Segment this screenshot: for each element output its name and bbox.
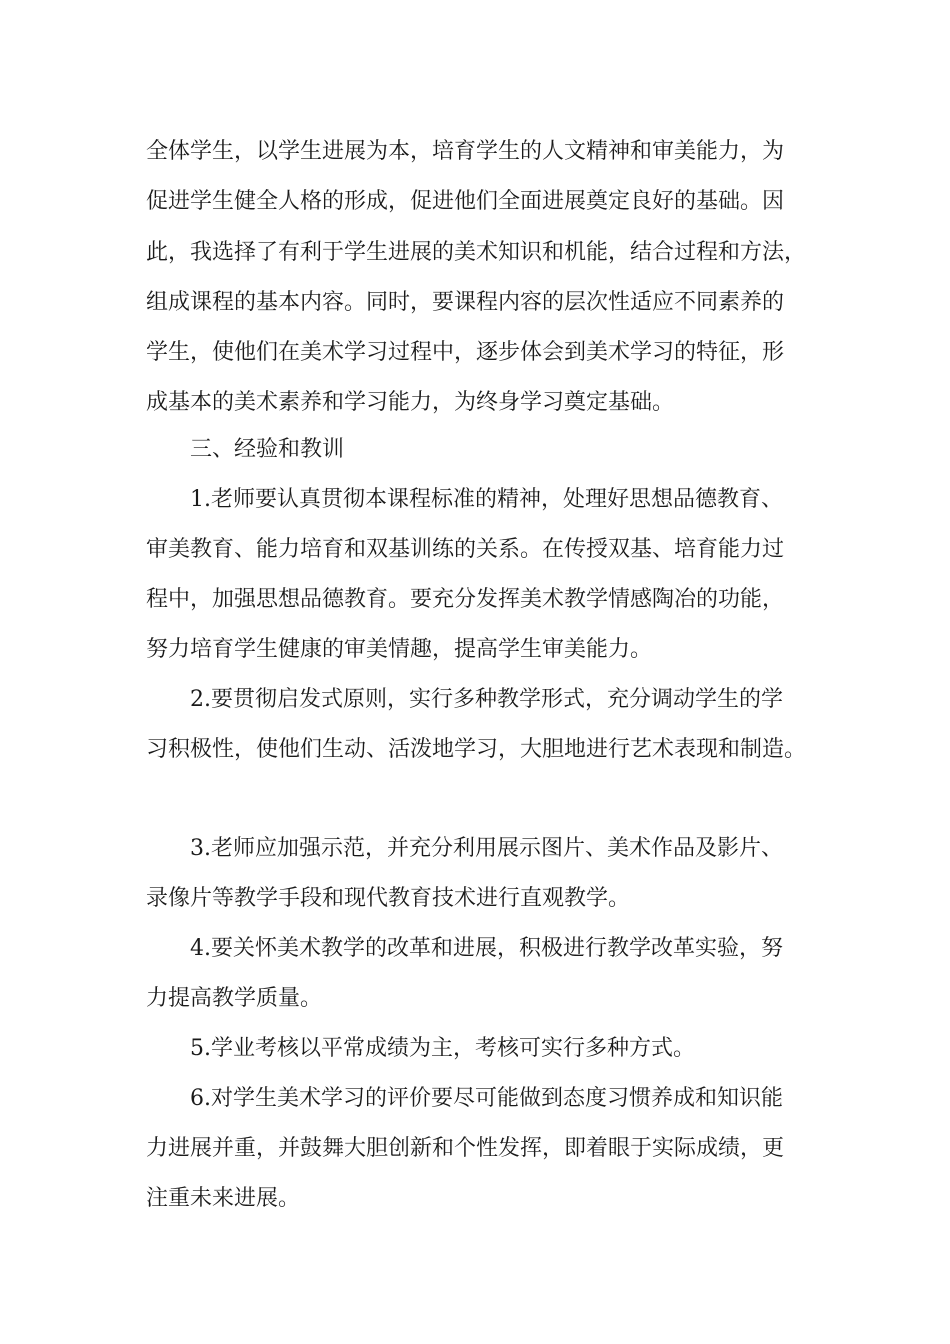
text-line: 组成课程的基本内容。同时，要课程内容的层次性适应不同素养的 <box>146 290 785 315</box>
text-line: 成基本的美术素养和学习能力，为终身学习奠定基础。 <box>146 390 675 415</box>
text-line: 5.学业考核以平常成绩为主，考核可实行多种方式。 <box>190 1036 695 1061</box>
text-line: 力进展并重，并鼓舞大胆创新和个性发挥，即着眼于实际成绩，更 <box>146 1136 785 1161</box>
text-line: 审美教育、能力培育和双基训练的关系。在传授双基、培育能力过 <box>146 537 785 562</box>
text-line: 程中，加强思想品德教育。要充分发挥美术教学情感陶冶的功能， <box>146 587 785 612</box>
text-line: 学生，使他们在美术学习过程中，逐步体会到美术学习的特征，形 <box>146 340 785 365</box>
text-line: 促进学生健全人格的形成，促进他们全面进展奠定良好的基础。因 <box>146 189 785 214</box>
section-heading: 三、经验和教训 <box>190 437 345 462</box>
text-line: 6.对学生美术学习的评价要尽可能做到态度习惯养成和知识能 <box>190 1086 783 1111</box>
text-line: 习积极性，使他们生动、活泼地学习，大胆地进行艺术表现和制造。 <box>146 737 807 762</box>
text-line: 努力培育学生健康的审美情趣，提高学生审美能力。 <box>146 637 653 662</box>
text-line: 2.要贯彻启发式原则，实行多种教学形式，充分调动学生的学 <box>190 687 783 712</box>
text-line: 力提高教学质量。 <box>146 986 323 1011</box>
text-line: 此，我选择了有利于学生进展的美术知识和机能，结合过程和方法， <box>146 240 807 265</box>
text-line: 4.要关怀美术教学的改革和进展，积极进行教学改革实验，努 <box>190 936 783 961</box>
text-line: 全体学生，以学生进展为本，培育学生的人文精神和审美能力，为 <box>146 139 785 164</box>
text-line: 注重未来进展。 <box>146 1186 301 1211</box>
text-line: 3.老师应加强示范，并充分利用展示图片、美术作品及影片、 <box>190 836 783 861</box>
text-line: 1.老师要认真贯彻本课程标准的精神，处理好思想品德教育、 <box>190 487 783 512</box>
text-line: 录像片等教学手段和现代教育技术进行直观教学。 <box>146 886 631 911</box>
